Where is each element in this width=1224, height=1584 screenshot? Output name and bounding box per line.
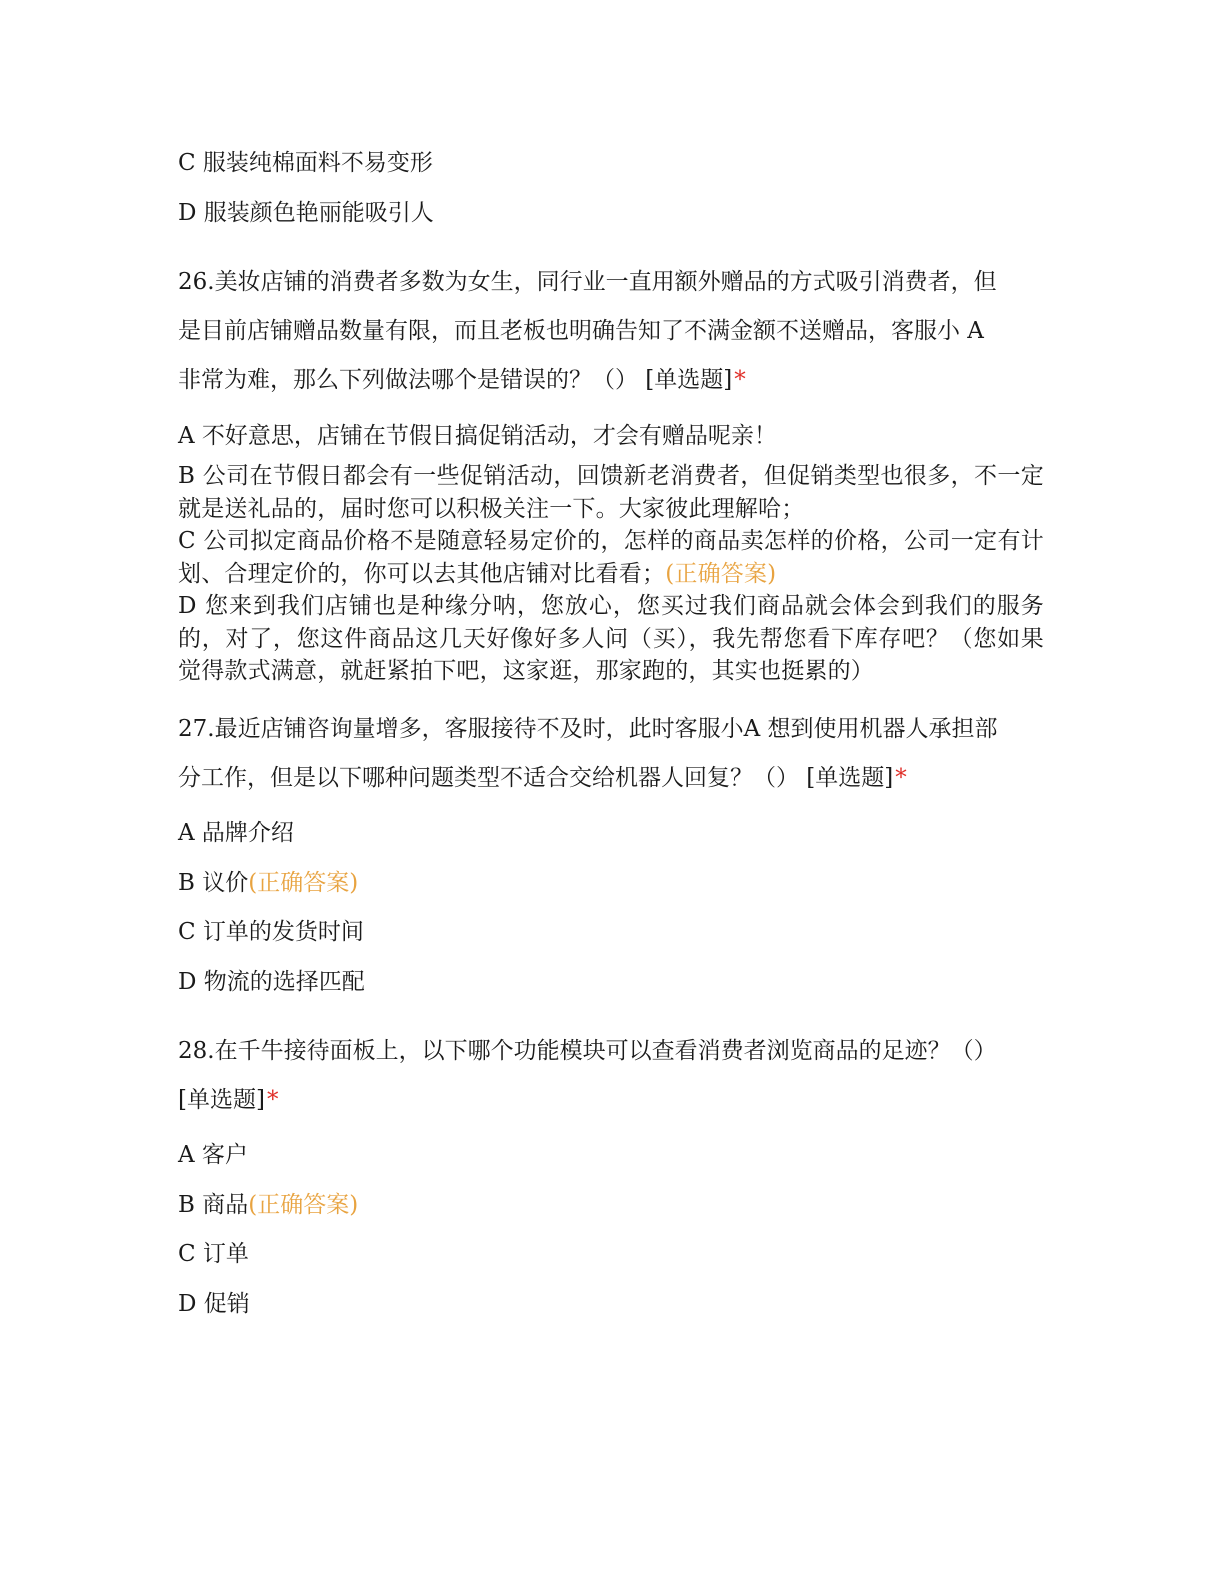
required-marker: * xyxy=(266,1087,279,1113)
q28-option-b: B 商品(正确答案) xyxy=(178,1192,359,1218)
correct-answer-tag: (正确答案) xyxy=(665,560,777,587)
q27-option-d: D 物流的选择匹配 xyxy=(178,969,365,995)
required-marker: * xyxy=(895,765,907,791)
option-d-prev: D 服装颜色艳丽能吸引人 xyxy=(178,200,434,226)
option-c-prev: C 服装纯棉面料不易变形 xyxy=(178,150,433,176)
q28-stem-line-2: [单选题]* xyxy=(178,1087,279,1113)
q26-option-c: C 公司拟定商品价格不是随意轻易定价的，怎样的商品卖怎样的价格，公司一定有计划、合理定价的，你可以去其他店铺对比看看；(正确答案) xyxy=(178,528,1044,587)
q28-stem-line-1: 28.在千牛接待面板上，以下哪个功能模块可以查看消费者浏览商品的足迹？（） xyxy=(178,1038,997,1064)
q28-option-a: A 客户 xyxy=(178,1142,248,1168)
q26-stem-line-3: 非常为难，那么下列做法哪个是错误的？（） [单选题]* xyxy=(178,367,746,393)
q28-option-c: C 订单 xyxy=(178,1241,249,1267)
q28-option-d: D 促销 xyxy=(178,1291,250,1317)
q27-option-b: B 议价(正确答案) xyxy=(178,870,359,896)
correct-answer-tag: (正确答案) xyxy=(248,1192,359,1218)
q27-option-a: A 品牌介绍 xyxy=(178,820,294,846)
q26-option-b: B 公司在节假日都会有一些促销活动，回馈新老消费者，但促销类型也很多，不一定就是送礼品的，届时您可以积极关注一下。大家彼此理解哈； xyxy=(178,463,1044,522)
q26-option-d: D 您来到我们店铺也是种缘分呐，您放心，您买过我们商品就会体会到我们的服务的，对了，您这件商品这几天好像好多人问（买），我先帮您看下库存吧？（您如果觉得款式满意，就赶紧拍下吧，这家逛，那家跑的，其实也挺累的） xyxy=(178,593,1044,684)
q26-stem-line-2: 是目前店铺赠品数量有限，而且老板也明确告知了不满金额不送赠品，客服小 A xyxy=(178,318,984,344)
q27-stem-line-2: 分工作，但是以下哪种问题类型不适合交给机器人回复？（） [单选题]* xyxy=(178,765,907,791)
required-marker: * xyxy=(734,367,746,393)
q26-option-a: A 不好意思，店铺在节假日搞促销活动，才会有赠品呢亲！ xyxy=(178,423,777,449)
q27-stem-line-1: 27.最近店铺咨询量增多，客服接待不及时，此时客服小A 想到使用机器人承担部 xyxy=(178,716,998,742)
correct-answer-tag: (正确答案) xyxy=(248,870,359,896)
q26-stem-line-1: 26.美妆店铺的消费者多数为女生，同行业一直用额外赠品的方式吸引消费者，但 xyxy=(178,269,997,295)
q27-option-c: C 订单的发货时间 xyxy=(178,919,364,945)
